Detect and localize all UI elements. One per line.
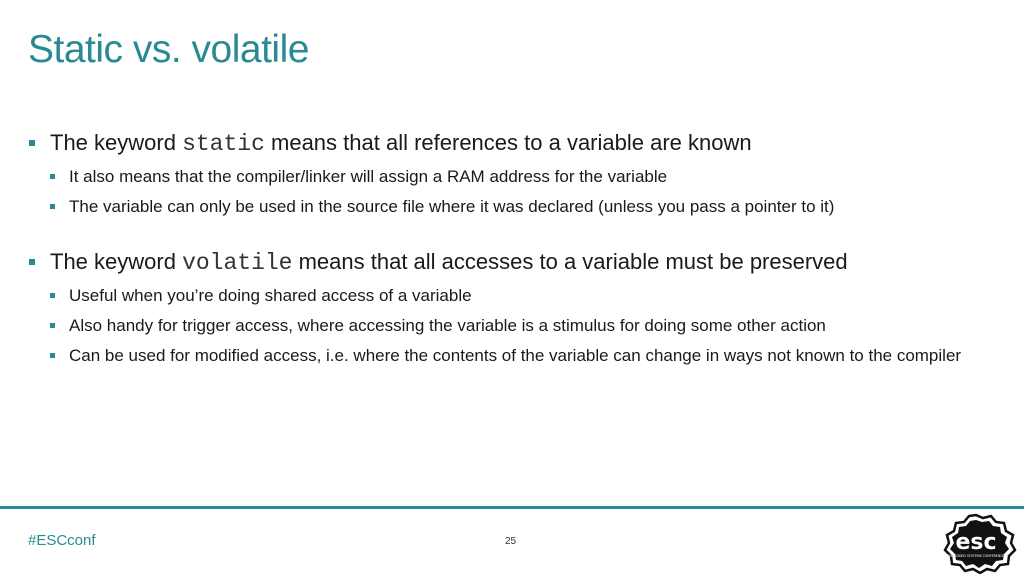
logo-text: esc: [955, 530, 997, 555]
sub-bullet-shared-access: [28, 283, 1003, 308]
square-bullet-icon: [50, 293, 55, 298]
square-bullet-icon: [50, 204, 55, 209]
square-bullet-icon: [50, 323, 55, 328]
keyword-static-code: static: [182, 131, 265, 157]
square-bullet-icon: [50, 174, 55, 179]
sub-bullet-trigger-access: [28, 313, 1003, 338]
bullet-suffix: means that all references to a variable are known: [264, 130, 752, 155]
keyword-volatile-code: volatile: [182, 250, 293, 276]
bullet-static: [28, 128, 1003, 159]
sub-bullet-text: Also handy for trigger access, where accessing the variable is a stimulus for doing some other action: [69, 316, 826, 335]
sub-bullet-text: The variable can only be used in the source file where it was declared (unless you pass a pointer to it): [69, 197, 835, 216]
sub-bullet-text: Useful when you’re doing shared access of a variable: [69, 286, 472, 305]
bullet-suffix: means that all accesses to a variable must be preserved: [292, 249, 848, 274]
group-spacer: [28, 219, 1003, 247]
footer-hashtag: #ESCconf: [28, 532, 96, 549]
sub-bullet-ram-address: [28, 164, 1003, 189]
logo-subtext: EMBEDDED SYSTEMS CONFERENCE: [947, 554, 1005, 558]
square-bullet-icon: [29, 140, 35, 146]
page-number: 25: [505, 536, 517, 547]
sub-bullet-modified-access: [28, 343, 1003, 368]
bullet-volatile: [28, 247, 1003, 278]
sub-bullet-text: It also means that the compiler/linker will assign a RAM address for the variable: [69, 167, 668, 186]
bullet-prefix: The keyword: [50, 130, 183, 155]
slide-content: [28, 128, 1003, 368]
bullet-prefix: The keyword: [50, 249, 183, 274]
esc-logo-icon: [933, 512, 1019, 574]
sub-bullet-source-file: [28, 194, 1003, 219]
square-bullet-icon: [29, 259, 35, 265]
square-bullet-icon: [50, 353, 55, 358]
slide-title: Static vs. volatile: [28, 28, 309, 71]
footer-divider: [0, 506, 1024, 509]
sub-bullet-text: Can be used for modified access, i.e. where the contents of the variable can change in ways not known to the compiler: [69, 346, 962, 365]
